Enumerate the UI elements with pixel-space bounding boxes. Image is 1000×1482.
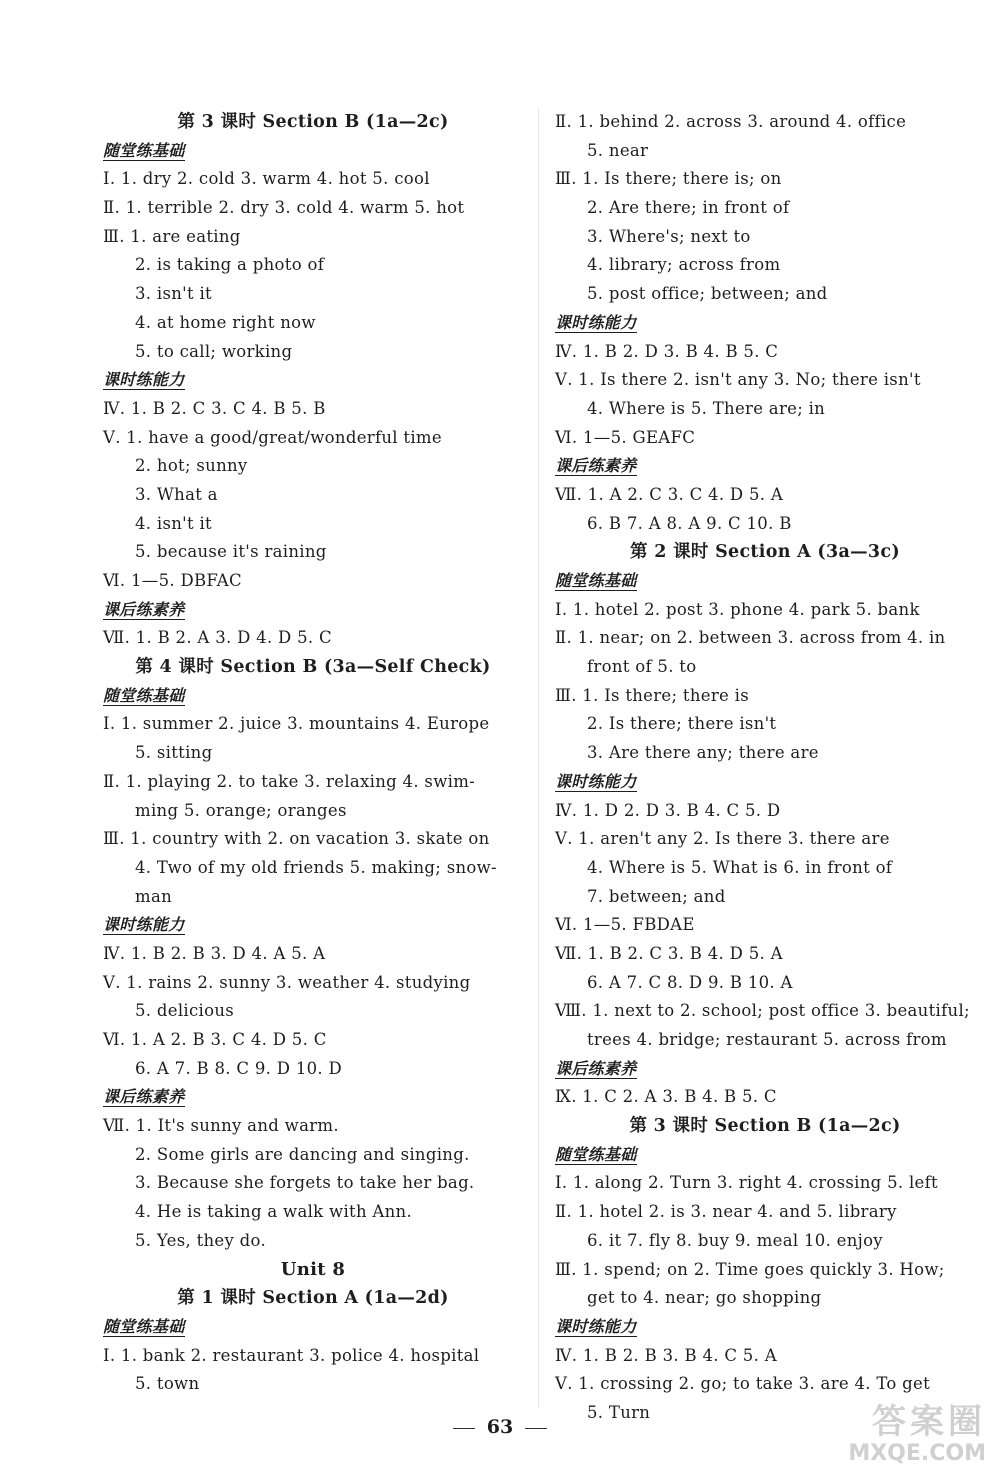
answer-line: 6. A 7. B 8. C 9. D 10. D [135,1058,343,1078]
section-heading [103,1313,523,1342]
answer-line: 6. A 7. C 8. D 9. B 10. A [587,972,793,992]
page-number-text: 63 [486,1416,514,1438]
answer-line: Ⅰ. 1. summer 2. juice 3. mountains 4. Europe [103,714,490,734]
watermark [836,1402,986,1472]
answer-line: Ⅲ. 1. Is there; there is [555,685,749,705]
answer-line: Ⅲ. 1. spend; on 2. Time goes quickly 3. How; [555,1259,945,1279]
section-heading [555,309,975,338]
section-heading-text: 课时练能力 [103,915,185,935]
answer-line: Ⅵ. 1. A 2. B 3. C 4. D 5. C [103,1030,327,1049]
answer-line: get to 4. near; go shopping [587,1288,822,1308]
section-heading-text: 课时练能力 [103,370,185,390]
answer-line: Ⅳ. 1. D 2. D 3. B 4. C 5. D [555,800,781,820]
answer-line: 3. Where's; next to [587,226,751,246]
answer-line: Ⅶ. 1. B 2. A 3. D 4. D 5. C [103,628,332,648]
answer-line: Ⅷ. 1. next to 2. school; post office 3. beautiful; [555,1001,970,1021]
answer-line: Ⅶ. 1. A 2. C 3. C 4. D 5. A [555,484,784,504]
section-heading-text: 随堂练基础 [555,571,637,590]
answer-line: Ⅱ. 1. terrible 2. dry 3. cold 4. warm 5. hot [103,198,465,218]
answer-line: Ⅶ. 1. B 2. C 3. B 4. D 5. A [555,943,783,963]
answer-line: Ⅶ. 1. It's sunny and warm. [103,1116,339,1136]
answer-line: 3. Because she forgets to take her bag. [135,1173,475,1193]
answer-line: Ⅱ. 1. near; on 2. between 3. across from 4. in [555,628,946,648]
answer-line: 4. Where is 5. There are; in [587,398,826,418]
answer-line: 7. between; and [587,886,726,906]
answer-line: 4. Two of my old friends 5. making; snow- [135,857,497,877]
lesson-title: 第 1 课时 Section A (1a—2d) [177,1288,449,1309]
unit-title: Unit 8 [280,1258,346,1280]
lesson-title: 第 4 课时 Section B (3a—Self Check) [135,657,491,678]
answer-line: Ⅳ. 1. B 2. B 3. D 4. A 5. A [103,943,326,963]
answer-line: 5. sitting [135,743,213,763]
answer-line: 3. What a [135,484,218,504]
section-heading-text: 随堂练基础 [555,1144,637,1164]
section-heading [555,452,975,481]
section-heading [103,596,523,625]
right-column [555,108,975,1428]
answer-line: 5. Yes, they do. [135,1230,267,1250]
answer-line: Ⅱ. 1. behind 2. across 3. around 4. office [555,112,907,131]
left-column [103,108,523,1399]
answer-line: 5. Turn [587,1402,651,1422]
answer-line: 4. isn't it [135,513,212,533]
answer-line: 6. it 7. fly 8. buy 9. meal 10. enjoy [587,1230,883,1250]
answer-line: Ⅰ. 1. dry 2. cold 3. warm 4. hot 5. cool [103,169,430,189]
answer-line: trees 4. bridge; restaurant 5. across from [587,1030,947,1049]
answer-line: Ⅳ. 1. B 2. C 3. C 4. B 5. B [103,398,326,418]
section-heading-text: 课时练能力 [555,1316,637,1336]
answer-line: 5. delicious [135,1001,235,1021]
answer-line: 2. is taking a photo of [135,255,325,275]
watermark-en: MXQE.COM [848,1441,986,1466]
answer-line: 2. Some girls are dancing and singing. [135,1144,470,1164]
section-heading-text: 课时练能力 [555,312,637,332]
answer-line: 5. town [135,1374,200,1394]
section-heading [103,682,523,711]
section-heading [555,768,975,797]
answer-line: 5. to call; working [135,341,293,361]
answer-line: Ⅴ. 1. aren't any 2. Is there 3. there are [555,829,890,849]
answer-line: Ⅵ. 1—5. DBFAC [103,571,242,590]
section-heading-text: 课后练素养 [103,1087,185,1107]
section-heading-text: 随堂练基础 [103,1316,185,1336]
answer-line: Ⅲ. 1. country with 2. on vacation 3. skate on [103,829,490,849]
answer-line: Ⅰ. 1. bank 2. restaurant 3. police 4. hospital [103,1345,480,1365]
section-heading-text: 随堂练基础 [103,140,185,160]
answer-line: 4. library; across from [587,255,781,275]
answer-line: 2. Are there; in front of [587,198,790,218]
lesson-title: 第 3 课时 Section B (1a—2c) [177,112,449,132]
answer-line: 5. near [587,140,649,160]
answer-line: 3. Are there any; there are [587,743,819,763]
section-heading [103,911,523,940]
section-heading-text: 课时练能力 [555,771,637,791]
section-heading-text: 课后练素养 [555,456,637,476]
answer-line: 4. at home right now [135,312,316,332]
answer-line: 2. hot; sunny [135,456,248,476]
section-heading [555,1313,975,1342]
answer-line: Ⅸ. 1. C 2. A 3. B 4. B 5. C [555,1087,777,1107]
section-heading [555,1055,975,1084]
answer-line: 2. Is there; there isn't [587,714,777,734]
lesson-title: 第 3 课时 Section B (1a—2c) [629,1116,901,1137]
answer-line: Ⅵ. 1—5. GEAFC [555,427,696,447]
answer-line: Ⅴ. 1. rains 2. sunny 3. weather 4. studying [103,972,471,992]
answer-line: Ⅲ. 1. Is there; there is; on [555,169,782,189]
answer-line: Ⅰ. 1. hotel 2. post 3. phone 4. park 5. bank [555,599,920,619]
answer-line: Ⅳ. 1. B 2. B 3. B 4. C 5. A [555,1345,777,1365]
section-heading [103,1083,523,1112]
answer-line: 4. He is taking a walk with Ann. [135,1202,413,1222]
answer-line: Ⅵ. 1—5. FBDAE [555,915,695,935]
answer-line: Ⅱ. 1. hotel 2. is 3. near 4. and 5. library [555,1202,897,1222]
answer-line: Ⅲ. 1. are eating [103,226,241,246]
answer-line: 6. B 7. A 8. A 9. C 10. B [587,513,792,533]
answer-line: Ⅱ. 1. playing 2. to take 3. relaxing 4. swim- [103,771,476,791]
column-divider [538,108,539,1408]
answer-line: 5. because it's raining [135,542,327,562]
answer-line: ming 5. orange; oranges [135,800,347,820]
answer-line: 3. isn't it [135,284,212,304]
answer-line: Ⅴ. 1. have a good/great/wonderful time [103,427,442,447]
section-heading-text: 课后练素养 [555,1058,637,1078]
watermark-cn: 答案圈 [872,1402,986,1442]
section-heading-text: 课后练素养 [103,599,185,619]
answer-line: man [135,886,173,906]
answer-line: Ⅴ. 1. Is there 2. isn't any 3. No; there isn't [555,370,921,390]
answer-line: Ⅴ. 1. crossing 2. go; to take 3. are 4. To get [555,1374,931,1394]
answer-line: 5. post office; between; and [587,284,828,304]
section-heading [555,1141,975,1170]
section-heading [103,366,523,395]
section-heading-text: 随堂练基础 [103,685,185,705]
lesson-title: 第 2 课时 Section A (3a—3c) [630,542,900,563]
answer-line: front of 5. to [587,657,697,677]
answer-line: 4. Where is 5. What is 6. in front of [587,857,893,877]
section-heading [555,567,975,596]
answer-line: Ⅳ. 1. B 2. D 3. B 4. B 5. C [555,341,779,361]
section-heading [103,137,523,166]
answer-line: Ⅰ. 1. along 2. Turn 3. right 4. crossing 5. left [555,1173,938,1193]
